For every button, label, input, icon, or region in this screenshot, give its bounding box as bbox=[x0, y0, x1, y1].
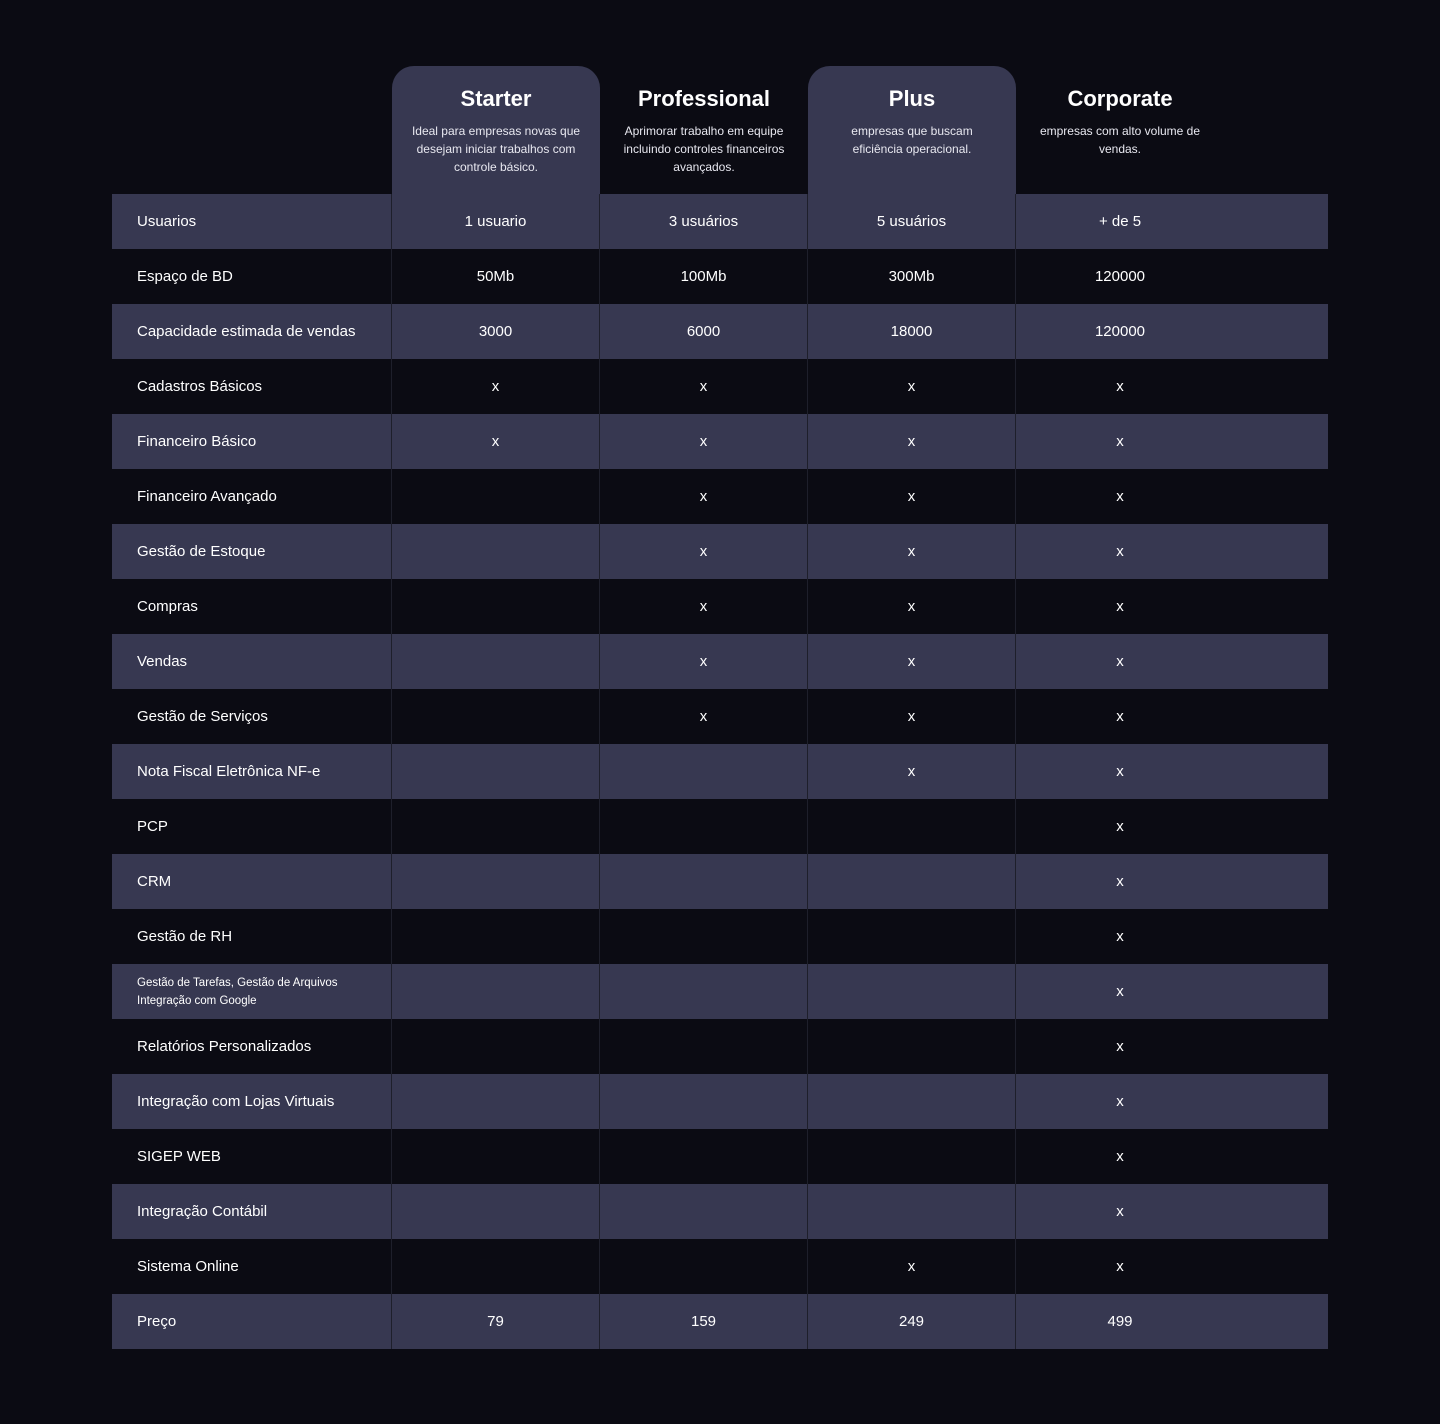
professional-value: x bbox=[600, 524, 808, 579]
corporate-value: x bbox=[1116, 378, 1124, 395]
table-row bbox=[112, 1184, 1328, 1239]
corporate-value: x bbox=[1116, 543, 1124, 560]
corporate-value: x bbox=[1116, 653, 1124, 670]
plus-value bbox=[808, 1074, 1016, 1129]
plan-header-plus bbox=[808, 66, 1016, 194]
feature-label: Compras bbox=[112, 579, 392, 634]
corporate-value: x bbox=[1116, 598, 1124, 615]
corporate-value: 120000 bbox=[1094, 268, 1146, 285]
plus-price: 249 bbox=[808, 1294, 1016, 1349]
corporate-value: x bbox=[1116, 488, 1124, 505]
feature-label: Gestão de Serviços bbox=[112, 689, 392, 744]
starter-value bbox=[392, 799, 600, 854]
feature-label bbox=[112, 964, 392, 1019]
feature-label: Nota Fiscal Eletrônica NF-e bbox=[112, 744, 392, 799]
feature-label: Financeiro Básico bbox=[112, 414, 392, 469]
table-row bbox=[112, 744, 1328, 799]
feature-label: Cadastros Básicos bbox=[112, 359, 392, 414]
professional-value: x bbox=[600, 579, 808, 634]
table-row bbox=[112, 359, 1328, 414]
plus-value bbox=[808, 854, 1016, 909]
table-row bbox=[112, 249, 1328, 304]
corporate-value: x bbox=[1116, 763, 1124, 780]
feature-label: Financeiro Avançado bbox=[112, 469, 392, 524]
table-row bbox=[112, 579, 1328, 634]
starter-value bbox=[392, 964, 600, 1019]
corporate-value: 120000 bbox=[1094, 323, 1146, 340]
plan-description: Ideal para empresas novas que desejam iniciar trabalhos com controle básico. bbox=[411, 124, 581, 174]
starter-value bbox=[392, 744, 600, 799]
professional-value bbox=[600, 854, 808, 909]
starter-price: 79 bbox=[392, 1294, 600, 1349]
pricing-comparison-table bbox=[112, 66, 1328, 1349]
feature-label-line: Gestão de Tarefas, Gestão de Arquivos bbox=[137, 976, 338, 989]
feature-label: Vendas bbox=[112, 634, 392, 689]
feature-label: CRM bbox=[112, 854, 392, 909]
starter-value bbox=[392, 1074, 600, 1129]
table-row bbox=[112, 909, 1328, 964]
starter-value bbox=[392, 524, 600, 579]
professional-value bbox=[600, 1074, 808, 1129]
starter-value bbox=[392, 634, 600, 689]
starter-value: 3000 bbox=[392, 304, 600, 359]
starter-value bbox=[392, 1239, 600, 1294]
table-row bbox=[112, 194, 1328, 249]
starter-value bbox=[392, 469, 600, 524]
feature-label: Espaço de BD bbox=[112, 249, 392, 304]
table-row bbox=[112, 1239, 1328, 1294]
plan-description: empresas que buscam eficiência operacional. bbox=[851, 124, 973, 156]
starter-value: x bbox=[392, 359, 600, 414]
table-row bbox=[112, 799, 1328, 854]
professional-value bbox=[600, 964, 808, 1019]
corporate-value: x bbox=[1116, 983, 1124, 1000]
corporate-value: x bbox=[1116, 1258, 1124, 1275]
price-row bbox=[112, 1294, 1328, 1349]
professional-value bbox=[600, 1239, 808, 1294]
corporate-value: x bbox=[1116, 708, 1124, 725]
plus-value: 5 usuários bbox=[808, 194, 1016, 249]
corporate-value: x bbox=[1116, 433, 1124, 450]
feature-label-line: Integração com Google bbox=[137, 994, 257, 1007]
feature-label: Sistema Online bbox=[112, 1239, 392, 1294]
plus-value: x bbox=[808, 689, 1016, 744]
professional-value bbox=[600, 909, 808, 964]
plan-description: Aprimorar trabalho em equipe incluindo controles financeiros avançados. bbox=[623, 124, 785, 174]
feature-label: Usuarios bbox=[112, 194, 392, 249]
professional-value: 6000 bbox=[600, 304, 808, 359]
professional-value bbox=[600, 799, 808, 854]
starter-value: 50Mb bbox=[392, 249, 600, 304]
table-row bbox=[112, 1074, 1328, 1129]
plus-value: x bbox=[808, 414, 1016, 469]
table-row bbox=[112, 854, 1328, 909]
plus-value bbox=[808, 964, 1016, 1019]
starter-value bbox=[392, 909, 600, 964]
feature-label: Relatórios Personalizados bbox=[112, 1019, 392, 1074]
plan-header-corporate bbox=[1016, 66, 1224, 194]
professional-value: x bbox=[600, 359, 808, 414]
plus-value bbox=[808, 909, 1016, 964]
plus-value: 300Mb bbox=[808, 249, 1016, 304]
feature-label: Gestão de Estoque bbox=[112, 524, 392, 579]
professional-value: 3 usuários bbox=[600, 194, 808, 249]
plan-header-starter bbox=[392, 66, 600, 194]
plus-value: x bbox=[808, 579, 1016, 634]
table-row bbox=[112, 414, 1328, 469]
corporate-value: x bbox=[1116, 1148, 1124, 1165]
table-row bbox=[112, 304, 1328, 359]
professional-value bbox=[600, 744, 808, 799]
feature-rows bbox=[112, 194, 1328, 1349]
feature-label: Preço bbox=[112, 1294, 392, 1349]
table-row bbox=[112, 689, 1328, 744]
corporate-value: x bbox=[1116, 1203, 1124, 1220]
plan-header-professional bbox=[600, 66, 808, 194]
plus-value bbox=[808, 1019, 1016, 1074]
plan-name: Professional bbox=[637, 86, 771, 111]
corporate-value: x bbox=[1116, 1093, 1124, 1110]
plus-value: x bbox=[808, 1239, 1016, 1294]
corporate-value: x bbox=[1116, 873, 1124, 890]
table-row bbox=[112, 964, 1328, 1019]
table-row bbox=[112, 634, 1328, 689]
professional-value bbox=[600, 1184, 808, 1239]
feature-label: Integração Contábil bbox=[112, 1184, 392, 1239]
plus-value: x bbox=[808, 359, 1016, 414]
table-row bbox=[112, 469, 1328, 524]
professional-value: x bbox=[600, 469, 808, 524]
plus-value bbox=[808, 1184, 1016, 1239]
corporate-value: x bbox=[1116, 1038, 1124, 1055]
corporate-value: x bbox=[1116, 928, 1124, 945]
plan-header-row bbox=[112, 66, 1328, 194]
corporate-value: + de 5 bbox=[1098, 213, 1142, 230]
professional-value: x bbox=[600, 414, 808, 469]
table-row bbox=[112, 1129, 1328, 1184]
plan-name: Plus bbox=[888, 86, 936, 111]
table-row bbox=[112, 1019, 1328, 1074]
plus-value: x bbox=[808, 634, 1016, 689]
professional-price: 159 bbox=[600, 1294, 808, 1349]
feature-label: PCP bbox=[112, 799, 392, 854]
plan-name: Corporate bbox=[1067, 86, 1173, 111]
table-row bbox=[112, 524, 1328, 579]
plan-description: empresas com alto volume de vendas. bbox=[1039, 124, 1201, 156]
feature-label: SIGEP WEB bbox=[112, 1129, 392, 1184]
plus-value bbox=[808, 799, 1016, 854]
professional-value bbox=[600, 1019, 808, 1074]
professional-value: 100Mb bbox=[600, 249, 808, 304]
professional-value bbox=[600, 1129, 808, 1184]
starter-value: x bbox=[392, 414, 600, 469]
starter-value bbox=[392, 1184, 600, 1239]
plan-name: Starter bbox=[460, 86, 532, 111]
plus-value: 18000 bbox=[808, 304, 1016, 359]
plus-value: x bbox=[808, 469, 1016, 524]
feature-label: Capacidade estimada de vendas bbox=[112, 304, 392, 359]
plus-value bbox=[808, 1129, 1016, 1184]
starter-value bbox=[392, 579, 600, 634]
corporate-value: x bbox=[1116, 818, 1124, 835]
starter-value bbox=[392, 1129, 600, 1184]
plus-value: x bbox=[808, 524, 1016, 579]
feature-label: Integração com Lojas Virtuais bbox=[112, 1074, 392, 1129]
starter-value bbox=[392, 1019, 600, 1074]
starter-value bbox=[392, 689, 600, 744]
corporate-price: 499 bbox=[1107, 1313, 1133, 1330]
feature-label: Gestão de RH bbox=[112, 909, 392, 964]
starter-value: 1 usuario bbox=[392, 194, 600, 249]
professional-value: x bbox=[600, 634, 808, 689]
starter-value bbox=[392, 854, 600, 909]
professional-value: x bbox=[600, 689, 808, 744]
plus-value: x bbox=[808, 744, 1016, 799]
